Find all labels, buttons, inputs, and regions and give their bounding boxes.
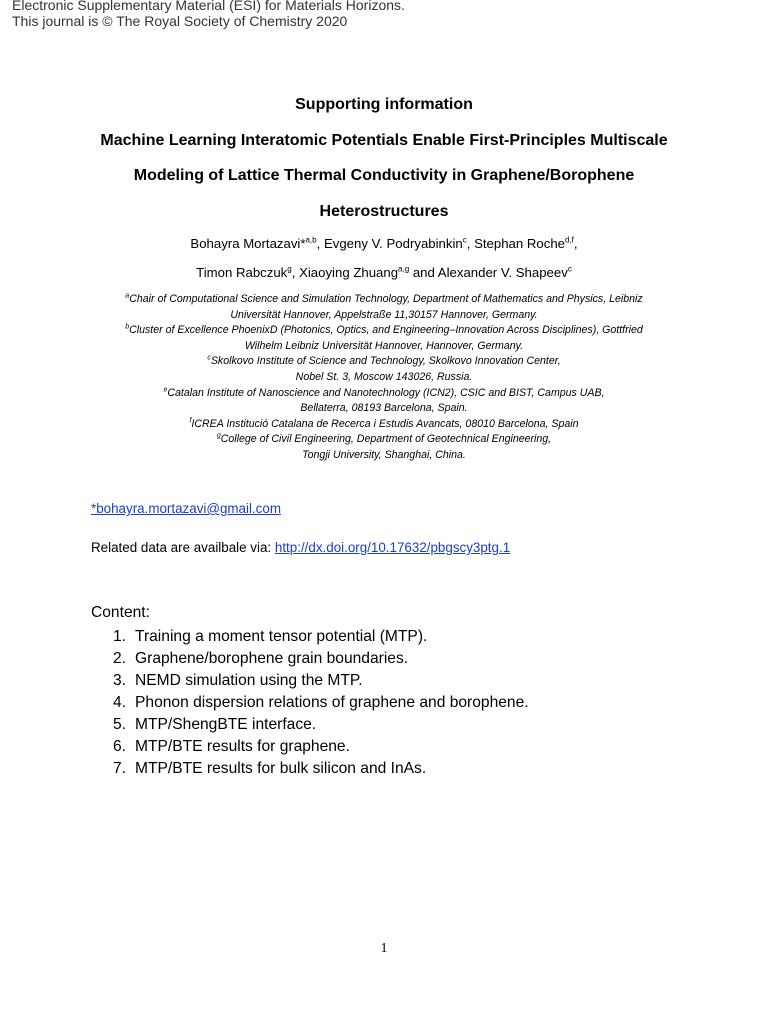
affiliation-line xyxy=(0,339,768,355)
affiliation-text: Wilhelm Leibniz Universität Hannover, Hannover, Germany. xyxy=(244,339,524,352)
related-data-label: Related data are availbale via: xyxy=(91,540,272,555)
content-list xyxy=(113,626,529,780)
list-item-text: NEMD simulation using the MTP. xyxy=(135,672,363,689)
title-block xyxy=(0,94,768,236)
affiliation-text: Bellaterra, 08193 Barcelona, Spain. xyxy=(300,402,468,415)
supporting-information-heading: Supporting information xyxy=(295,96,473,113)
paper-title-line3: Heterostructures xyxy=(319,202,449,220)
author-name: Xiaoying Zhuang xyxy=(299,265,399,280)
affiliation-text: Cluster of Excellence PhoenixD (Photonics, Optics, and Engineering–Innovation Across Disciplines), Gottfried xyxy=(129,324,643,337)
affiliation-list xyxy=(0,292,768,464)
list-item xyxy=(113,648,529,670)
esi-header-line2: This journal is © The Royal Society of Chemistry 2020 xyxy=(12,13,348,29)
list-item xyxy=(113,692,529,714)
affiliation-text: Universität Hannover, Appelstraße 11,30157 Hannover, Germany. xyxy=(230,308,538,321)
list-item xyxy=(113,736,529,758)
affiliation-text: Nobel St. 3, Moscow 143026, Russia. xyxy=(295,370,473,383)
list-item-number: 7. xyxy=(113,760,127,777)
list-item-text: Graphene/borophene grain boundaries. xyxy=(135,650,409,667)
affiliation-text: Skolkovo Institute of Science and Technology, Skolkovo Innovation Center, xyxy=(210,355,561,368)
list-item xyxy=(113,714,529,736)
affiliation-line xyxy=(0,401,768,417)
list-item-number: 3. xyxy=(113,672,127,689)
author-conjunction: and xyxy=(412,265,435,280)
list-item-text: Phonon dispersion relations of graphene and borophene. xyxy=(135,694,529,711)
affiliation-sup: a xyxy=(125,292,130,300)
affiliation-line xyxy=(0,386,768,402)
author-affil-sup: c xyxy=(567,264,572,274)
affiliation-line xyxy=(0,417,768,433)
author-name: Bohayra Mortazavi* xyxy=(190,236,306,251)
list-item-number: 4. xyxy=(113,694,127,711)
related-data-line xyxy=(91,540,510,555)
affiliation-line xyxy=(0,448,768,464)
paper-title-line1: Machine Learning Interatomic Potentials Enable First-Principles Multiscale xyxy=(100,131,668,149)
author-affil-sup: c xyxy=(462,235,467,245)
list-item-number: 5. xyxy=(113,716,127,733)
list-item-text: MTP/ShengBTE interface. xyxy=(135,716,317,733)
affiliation-text: Chair of Computational Science and Simulation Technology, Department of Mathematics and Physics, Leibniz xyxy=(129,293,643,305)
affiliation-sup: c xyxy=(207,354,211,362)
content-heading: Content: xyxy=(91,604,150,621)
author-line1: Bohayra Mortazavi*$^{a,b}$, Evgeny V. Podryabinkin$^c$, Stephan Roche$^{d,f}$, xyxy=(190,235,578,251)
author-affil-sup: d,f xyxy=(565,235,574,245)
list-item xyxy=(113,626,529,648)
affiliation-line xyxy=(0,370,768,386)
affiliation-line xyxy=(0,354,768,370)
affiliation-text: Catalan Institute of Nanoscience and Nanotechnology (ICN2), CSIC and BIST, Campus UAB, xyxy=(167,386,605,399)
paper-title-line2: Modeling of Lattice Thermal Conductivity in Graphene/Borophene xyxy=(133,167,635,184)
list-item-text: Training a moment tensor potential (MTP). xyxy=(135,628,428,645)
author-list xyxy=(0,233,768,291)
list-item-text: MTP/BTE results for graphene. xyxy=(135,738,350,755)
affiliation-line xyxy=(0,432,768,448)
author-affil-sup: a,g xyxy=(398,264,410,274)
list-item-number: 1. xyxy=(113,628,127,645)
author-line2: Timon Rabczuk$^g$, Xiaoying Zhuang$^{a,g}$ and Alexander V. Shapeev$^c$ xyxy=(196,264,572,280)
esi-header-line1: Electronic Supplementary Material (ESI) for Materials Horizons. xyxy=(12,0,405,13)
affiliation-text: ICREA Institució Catalana de Recerca i Estudis Avancats, 08010 Barcelona, Spain xyxy=(191,417,579,430)
affiliation-text: Tongji University, Shanghai, China. xyxy=(302,448,466,461)
list-item-number: 6. xyxy=(113,738,127,755)
author-name: Alexander V. Shapeev xyxy=(437,265,568,280)
affiliation-sup: b xyxy=(125,323,130,331)
esi-header xyxy=(12,0,405,29)
list-item-text: MTP/BTE results for bulk silicon and InAs. xyxy=(135,760,427,777)
author-affil-sup: a,b xyxy=(305,235,317,245)
affiliation-sup: f xyxy=(189,417,192,425)
affiliation-sup: e xyxy=(163,386,168,394)
list-item xyxy=(113,670,529,692)
author-name: Timon Rabczuk xyxy=(196,265,288,280)
related-data-link[interactable]: http://dx.doi.org/10.17632/pbgscy3ptg.1 xyxy=(274,540,511,555)
page-number: 1 xyxy=(380,941,388,956)
list-item-number: 2. xyxy=(113,650,127,667)
affiliation-text: College of Civil Engineering, Department of Geotechnical Engineering, xyxy=(220,433,552,446)
author-name: Stephan Roche xyxy=(474,236,565,251)
affiliation-line xyxy=(0,292,768,308)
affiliation-sup: g xyxy=(216,432,221,440)
author-affil-sup: g xyxy=(287,264,292,274)
affiliation-line xyxy=(0,308,768,324)
corresponding-email-link[interactable]: *bohayra.mortazavi@gmail.com xyxy=(91,501,281,516)
affiliation-line xyxy=(0,323,768,339)
list-item xyxy=(113,758,529,780)
author-name: Evgeny V. Podryabinkin xyxy=(323,236,463,251)
